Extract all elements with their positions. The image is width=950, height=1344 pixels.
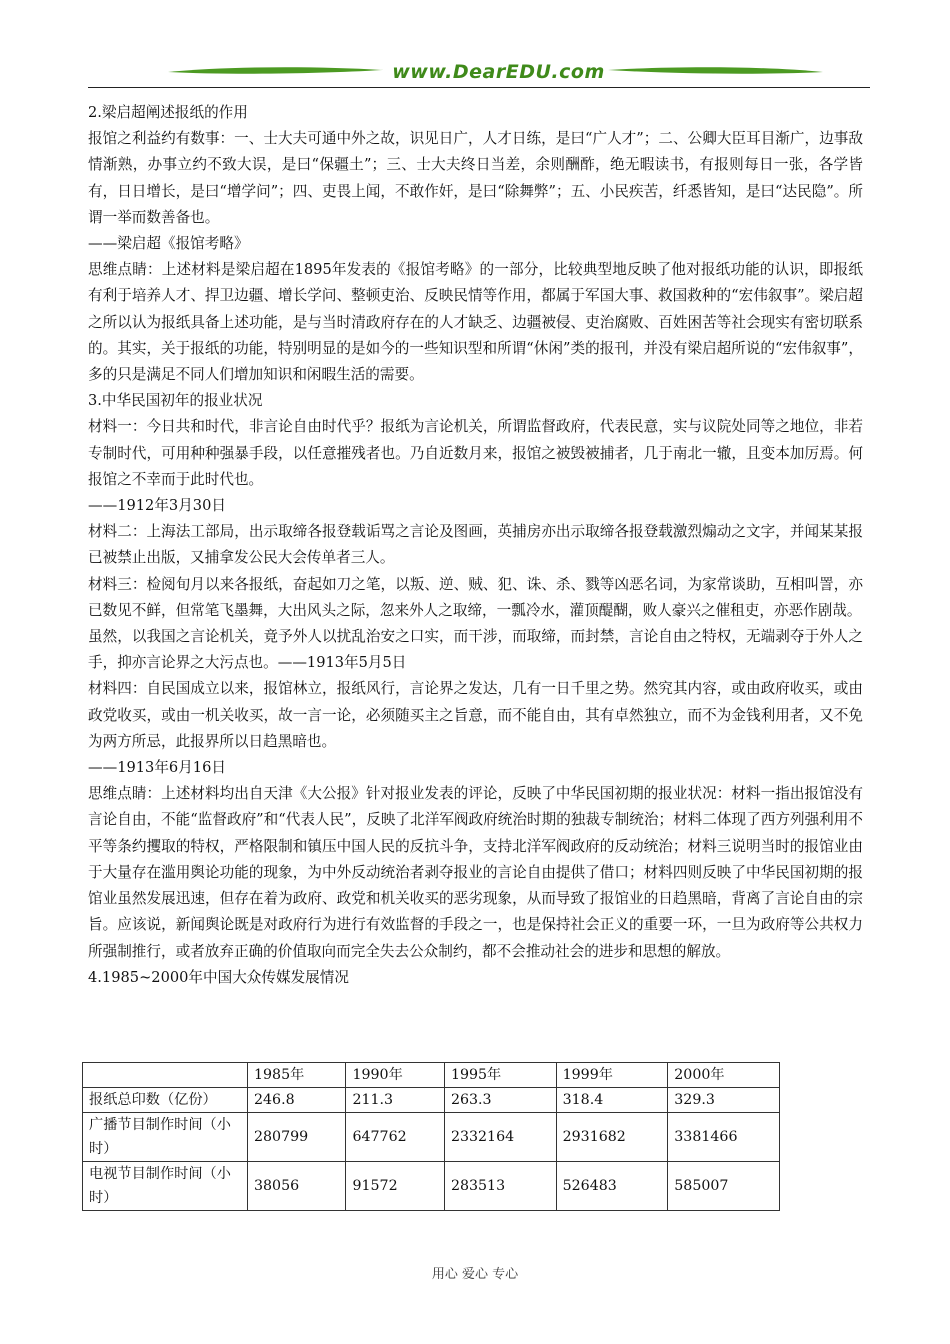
section-title: 2.梁启超阐述报纸的作用 (88, 104, 248, 121)
row-label: 广播节目制作时间（小时） (83, 1113, 248, 1162)
table-cell: 2332164 (444, 1113, 556, 1162)
quote-source: ——梁启超《报馆考略》 (88, 235, 249, 253)
quote-paragraph: 报馆之利益约有数事：一、士大夫可通中外之故，识见日广，人才日练，是曰“广人才”；二、公卿大臣耳目渐广，边事敌情渐熟，办事立约不致大误，是曰“保疆土”；三、士大夫终日当差，余则酬酢，绝无暇读书，有报则每日一张，各学皆有，日日增长，是曰“增学问”；四、吏畏上闻，不敢作奸，是曰“除舞弊”；五、小民疾苦，纤悉皆知，是曰“达民隐”。所谓一举而数善备也。 (88, 130, 863, 226)
table-header-cell: 1995年 (444, 1063, 556, 1088)
table-header-cell (83, 1063, 248, 1088)
table-cell: 585007 (668, 1162, 780, 1211)
table-cell: 263.3 (444, 1088, 556, 1113)
page-header (88, 60, 870, 92)
commentary-paragraph: 思维点睛：上述材料是梁启超在1895年发表的《报馆考略》的一部分，比较典型地反映了他对报纸功能的认识，即报纸有利于培养人才、捍卫边疆、增长学问、整顿吏治、反映民情等作用，都属于军国大事、救国救种的“宏伟叙事”。梁启超之所以认为报纸具备上述功能，是与当时清政府存在的人才缺乏、边疆被侵、吏治腐败、百姓困苦等社会现实有密切联系的。其实，关于报纸的功能，特别明显的是如今的一些知识型和所谓“休闲”类的报刊，并没有梁启超所说的“宏伟叙事”，多的只是满足不同人们增加知识和闲暇生活的需要。 (88, 261, 863, 384)
table-cell: 318.4 (556, 1088, 668, 1113)
media-statistics-table (82, 1062, 780, 1211)
site-logo[interactable]: www.DearEDU.com (392, 61, 605, 83)
table-header-cell: 1985年 (248, 1063, 346, 1088)
document-body (88, 100, 863, 991)
material-paragraph: 虽然，以我国之言论机关，竟予外人以扰乱治安之口实，而干涉，而取缔，而封禁，言论自由之特权，无端剥夺于外人之手，抑亦言论界之大污点也。——1913年5月5日 (88, 628, 863, 672)
section-title: 4.1985~2000年中国大众传媒发展情况 (88, 968, 349, 986)
table-row (83, 1162, 780, 1211)
right-swoosh-decoration (608, 66, 823, 76)
table-header-cell: 1990年 (346, 1063, 444, 1088)
left-swoosh-decoration (168, 66, 383, 76)
material-paragraph: 材料一：今日共和时代，非言论自由时代乎？报纸为言论机关，所谓监督政府，代表民意，实与议院处同等之地位，非若专制时代，可用种种强暴手段，以任意摧残者也。乃自近数月来，报馆之被毁被捕者，几于南北一辙，且变本加厉焉。何报馆之不幸而于此时代也。 (88, 418, 863, 488)
section-title: 3.中华民国初年的报业状况 (88, 392, 263, 410)
material-date: ——1912年3月30日 (88, 497, 226, 515)
table-cell: 647762 (346, 1113, 444, 1162)
table-header-cell: 2000年 (668, 1063, 780, 1088)
table-row (83, 1088, 780, 1113)
table-cell: 3381466 (668, 1113, 780, 1162)
table-cell: 2931682 (556, 1113, 668, 1162)
table-header-cell: 1999年 (556, 1063, 668, 1088)
material-paragraph: 材料四：自民国成立以来，报馆林立，报纸风行，言论界之发达，几有一日千里之势。然究其内容，或由政府收买，或由政党收买，或由一机关收买，故一言一论，必须随买主之旨意，而不能自由，其有卓然独立，而不为金钱利用者，又不免为两方所忌，此报界所以日趋黑暗也。 (88, 680, 863, 750)
row-label: 电视节目制作时间（小时） (83, 1162, 248, 1211)
table-cell: 211.3 (346, 1088, 444, 1113)
table-header-row (83, 1063, 780, 1088)
material-date: ——1913年6月16日 (88, 759, 226, 777)
table-row (83, 1113, 780, 1162)
table-cell: 91572 (346, 1162, 444, 1211)
table-cell: 280799 (248, 1113, 346, 1162)
table-cell: 283513 (444, 1162, 556, 1211)
commentary-paragraph: 思维点睛：上述材料均出自天津《大公报》针对报业发表的评论，反映了中华民国初期的报业状况：材料一指出报馆没有言论自由，不能“监督政府”和“代表人民”，反映了北洋军阀政府统治时期的独裁专制统治；材料二体现了西方列强利用不平等条约攫取的特权，严格限制和镇压中国人民的反抗斗争，支持北洋军阀政府的反动统治；材料三说明当时的报馆业由于大量存在滥用舆论功能的现象，为中外反动统治者剥夺报业的言论自由提供了借口；材料四则反映了中华民国初期的报馆业虽然发展迅速，但存在着为政府、政党和机关收买的恶劣现象，从而导致了报馆业的日趋黑暗，背离了言论自由的宗旨。应该说，新闻舆论既是对政府行为进行有效监督的手段之一，也是保持社会正义的重要一环，一旦为政府等公共权力所强制推行，或者放弃正确的价值取向而完全失去公众制约，都不会推动社会的进步和思想的解放。 (88, 785, 863, 960)
page-footer: 用心 爱心 专心 (431, 1267, 519, 1282)
material-paragraph: 材料二：上海法工部局，出示取缔各报登载诟骂之言论及图画，英捕房亦出示取缔各报登载激烈煽动之文字，并闻某某报已被禁止出版，又捕拿发公民大会传单者三人。 (88, 523, 863, 567)
header-rule (88, 87, 870, 88)
table-cell: 246.8 (248, 1088, 346, 1113)
table-cell: 329.3 (668, 1088, 780, 1113)
table-cell: 526483 (556, 1162, 668, 1211)
material-paragraph: 材料三：检阅旬月以来各报纸，奋起如刀之笔，以叛、逆、贼、犯、诛、杀、戮等凶恶名词，为家常谈助，互相叫詈，亦已数见不鲜，但常笔飞墨舞，大出风头之际，忽来外人之取缔，一瓢冷水，灌顶醍醐，败人豪兴之催租吏，亦恶作剧哉。 (88, 575, 863, 619)
row-label: 报纸总印数（亿份） (83, 1088, 248, 1113)
table-cell: 38056 (248, 1162, 346, 1211)
